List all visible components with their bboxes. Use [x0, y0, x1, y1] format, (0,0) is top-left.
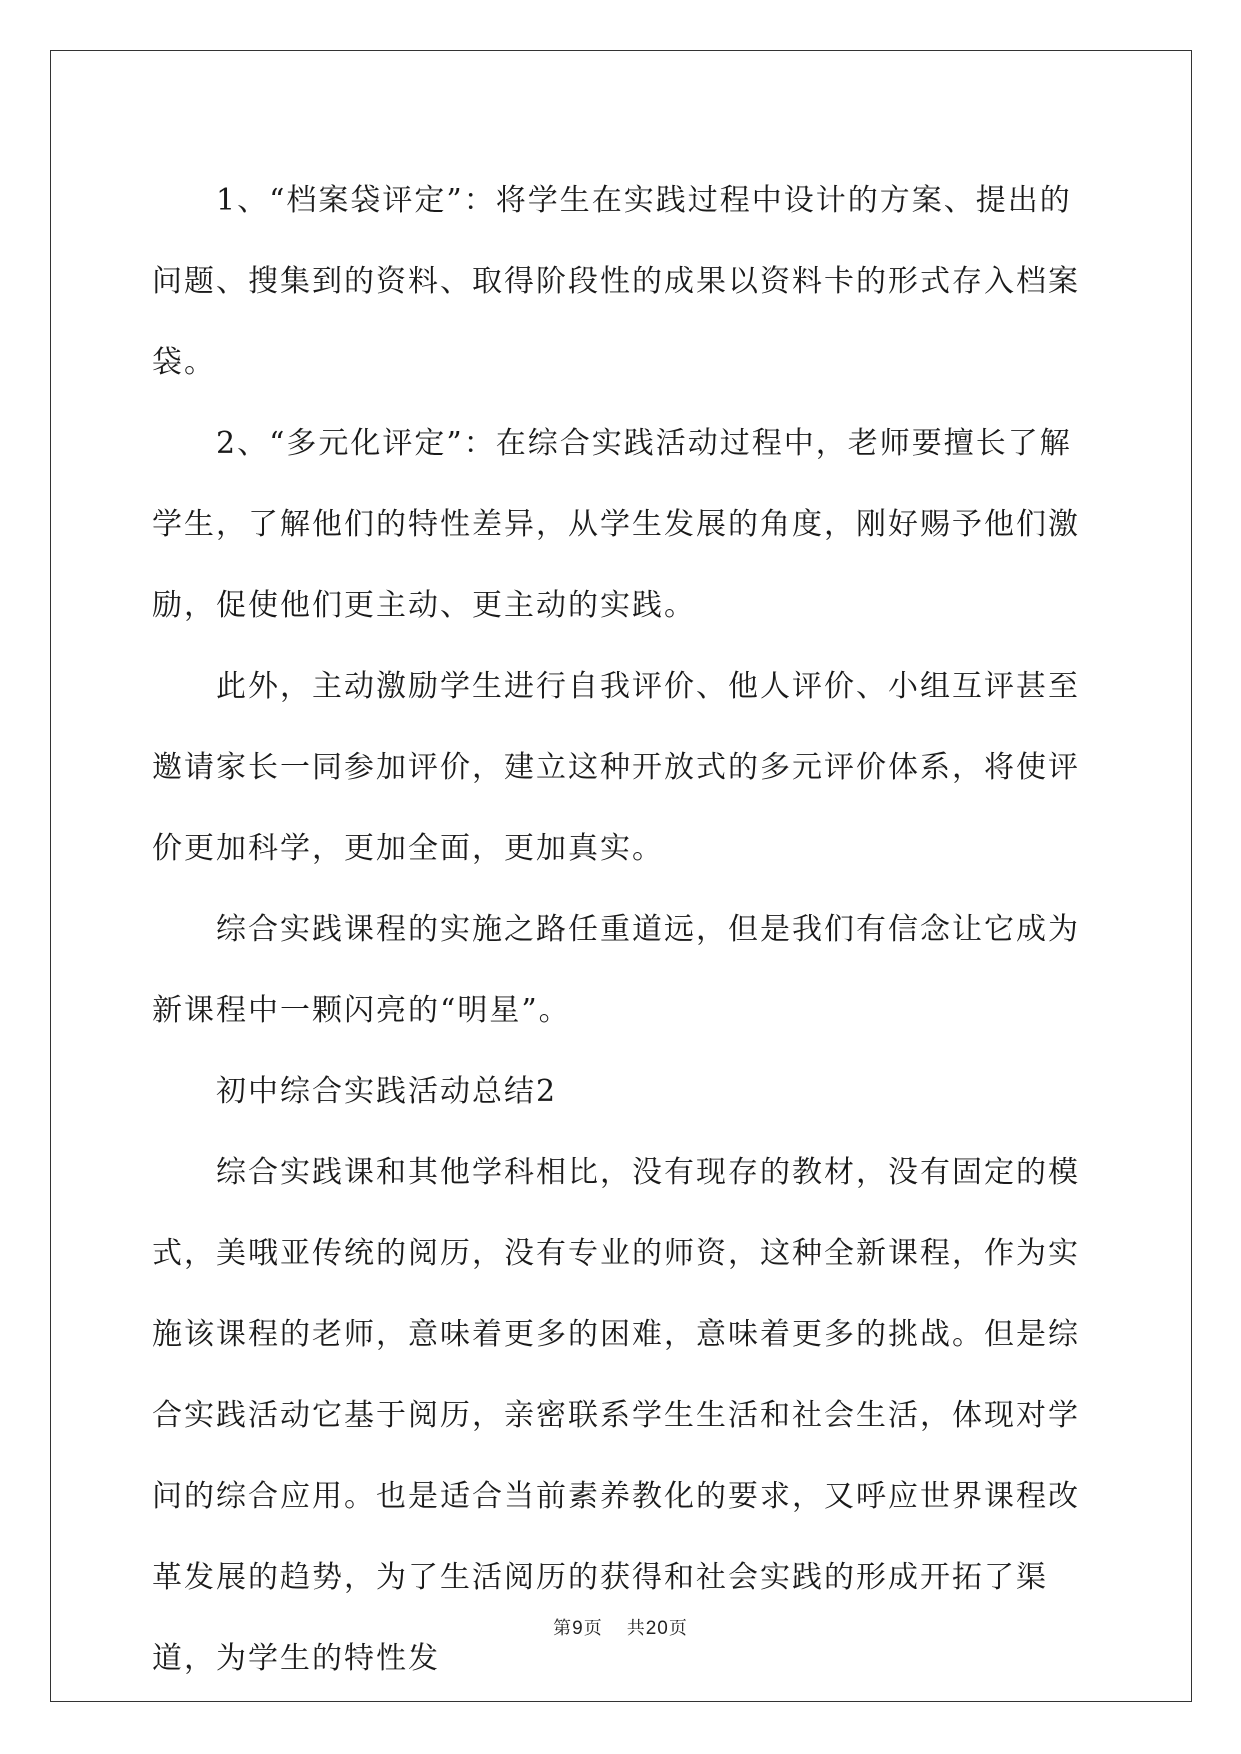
footer-page-suffix: 页: [583, 1618, 603, 1639]
section-heading: 初中综合实践活动总结2: [216, 1074, 558, 1109]
footer-total-pages: 20: [645, 1618, 669, 1639]
paragraph-archive-evaluation: 1、“档案袋评定”：将学生在实践过程中设计的方案、提出的问题、搜集到的资料、取得阶段性的成果以资料卡的形式存入档案袋。: [152, 183, 1080, 380]
paragraph-practice-course: 综合实践课和其他学科相比，没有现存的教材，没有固定的模式，美哦亚传统的阅历，没有专业的师资，这种全新课程，作为实施该课程的老师，意味着更多的困难，意味着更多的挑战。但是综合实践活动它基于阅历，亲密联系学生生活和社会生活，体现对学问的综合应用。也是适合当前素养教化的要求，又呼应世界课程改革发展的趋势，为了生活阅历的获得和社会实践的形成开拓了渠道，为学生的特性发: [152, 1155, 1080, 1676]
footer-total-suffix: 页: [668, 1618, 688, 1639]
footer-prefix: 第: [553, 1618, 573, 1639]
paragraph-self-evaluation: 此外，主动激励学生进行自我评价、他人评价、小组互评甚至邀请家长一同参加评价，建立这种开放式的多元评价体系，将使评价更加科学，更加全面，更加真实。: [152, 669, 1080, 866]
page-footer: [0, 1614, 1241, 1640]
footer-page-number: 9: [572, 1618, 584, 1639]
paragraph-diversified-evaluation: 2、“多元化评定”：在综合实践活动过程中，老师要擅长了解学生，了解他们的特性差异，从学生发展的角度，刚好赐予他们激励，促使他们更主动、更主动的实践。: [152, 426, 1080, 623]
footer-total-prefix: 共: [626, 1618, 646, 1639]
document-body: [152, 160, 1092, 1699]
paragraph-course-outlook: 综合实践课程的实施之路任重道远，但是我们有信念让它成为新课程中一颗闪亮的“明星”。: [152, 912, 1080, 1028]
